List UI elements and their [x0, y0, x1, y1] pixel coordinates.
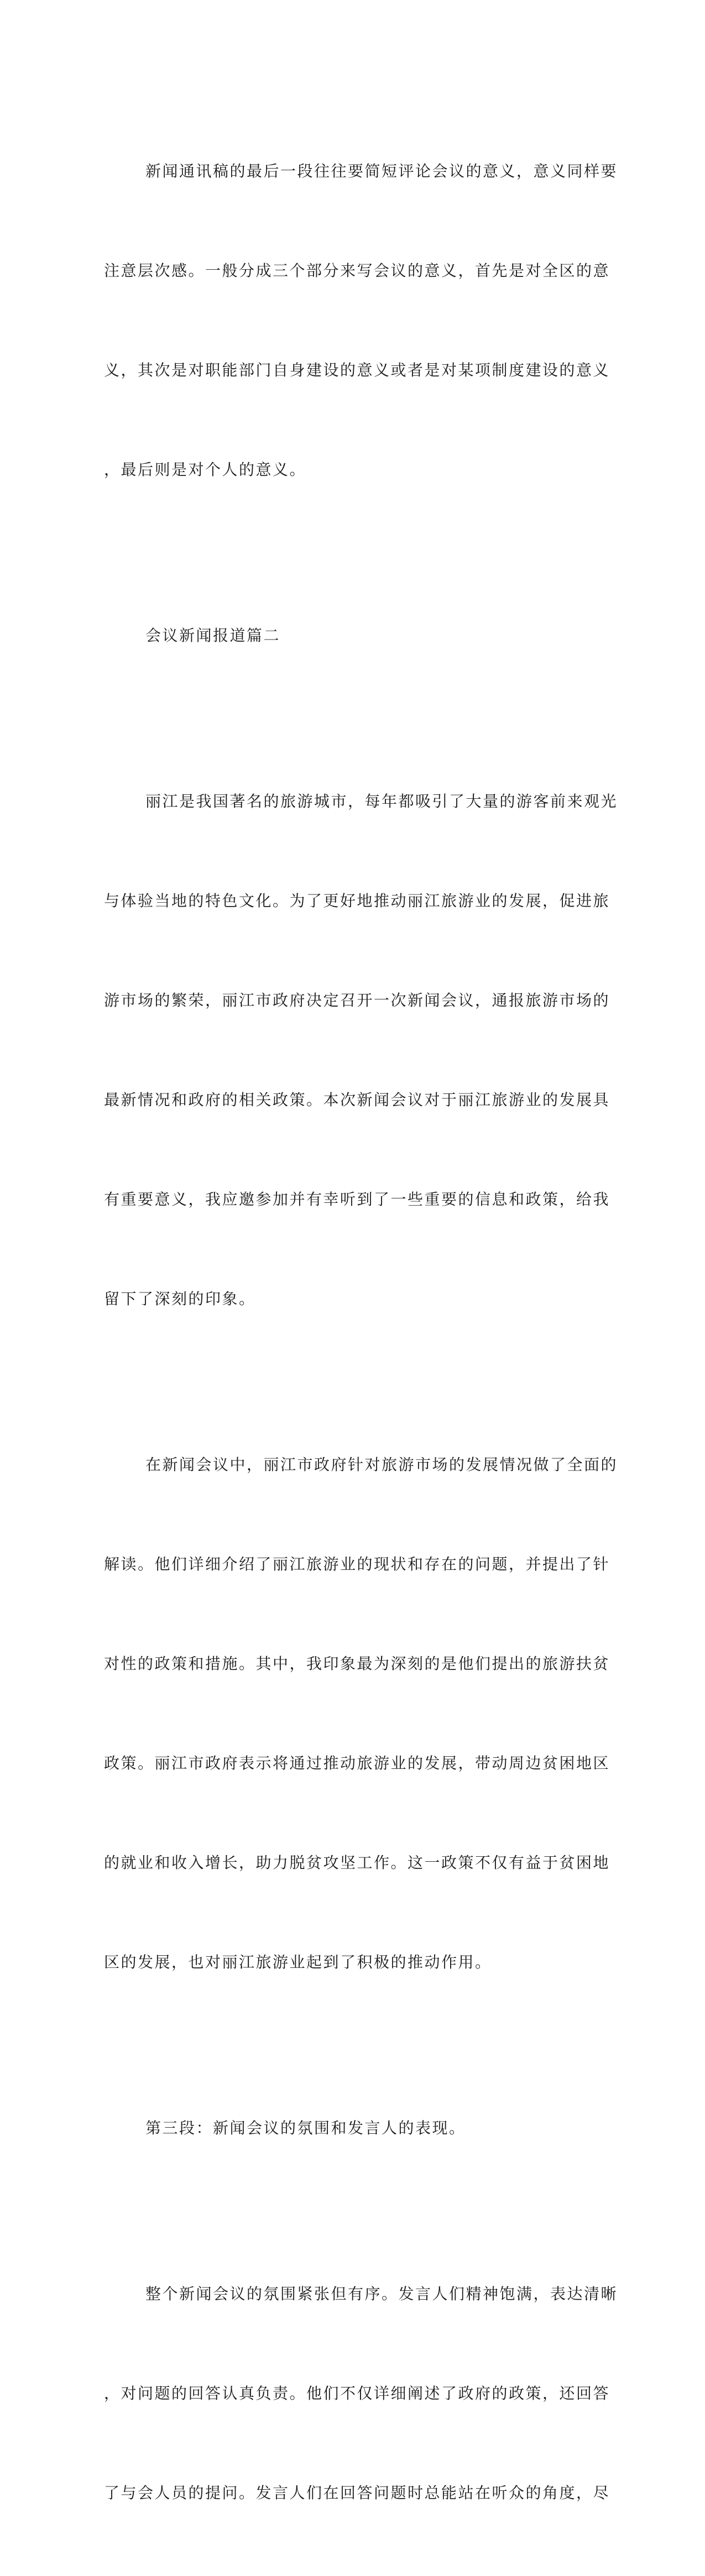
- text-line: 有重要意义，我应邀参加并有幸听到了一些重要的信息和政策，给我: [104, 1190, 610, 1208]
- text-line: ，最后则是对个人的意义。: [104, 460, 307, 479]
- document-body: [104, 88, 618, 2576]
- text-line: 丽江是我国著名的旅游城市，每年都吸引了大量的游客前来观光: [145, 792, 618, 810]
- text-line: 注意层次感。一般分成三个部分来写会议的意义，首先是对全区的意: [104, 261, 610, 280]
- section-heading: [104, 553, 599, 719]
- text-line: 新闻通讯稿的最后一段往往要简短评论会议的意义，意义同样要: [145, 162, 618, 180]
- section-heading-text: 会议新闻报道篇二: [145, 626, 281, 645]
- text-line: 与体验当地的特色文化。为了更好地推动丽江旅游业的发展，促进旅: [104, 892, 610, 910]
- paragraph-policy-interpretation: [104, 1382, 618, 2045]
- text-line: 在新闻会议中，丽江市政府针对旅游市场的发展情况做了全面的: [145, 1455, 618, 1474]
- text-line: 最新情况和政府的相关政策。本次新闻会议对于丽江旅游业的发展具: [104, 1091, 610, 1109]
- paragraph-meeting-significance: [104, 88, 618, 553]
- text-line: 留下了深刻的印象。: [104, 1290, 256, 1308]
- text-line: 对性的政策和措施。其中，我印象最为深刻的是他们提出的旅游扶贫: [104, 1654, 610, 1673]
- text-line: 义，其次是对职能部门自身建设的意义或者是对某项制度建设的意义: [104, 361, 610, 379]
- text-line: 整个新闻会议的氛围紧张但有序。发言人们精神饱满，表达清晰: [145, 2285, 618, 2303]
- text-line: 区的发展，也对丽江旅游业起到了积极的推动作用。: [104, 1953, 492, 1971]
- text-line: 政策。丽江市政府表示将通过推动旅游业的发展，带动周边贫困地区: [104, 1754, 610, 1772]
- subheading-text: 第三段：新闻会议的氛围和发言人的表现。: [145, 2119, 466, 2137]
- text-line: 的就业和收入增长，助力脱贫攻坚工作。这一政策不仅有益于贫困地: [104, 1854, 610, 1872]
- paragraph-lijiang-intro: [104, 719, 618, 1382]
- text-line: 了与会人员的提问。发言人们在回答问题时总能站在听众的角度，尽: [104, 2484, 610, 2502]
- text-line: 解读。他们详细介绍了丽江旅游业的现状和存在的问题，并提出了针: [104, 1555, 610, 1573]
- text-line: ，对问题的回答认真负责。他们不仅详细阐述了政府的政策，还回答: [104, 2384, 610, 2402]
- text-line: 游市场的繁荣，丽江市政府决定召开一次新闻会议，通报旅游市场的: [104, 991, 610, 1009]
- section-subheading: [104, 2045, 599, 2211]
- paragraph-atmosphere: [104, 2211, 618, 2576]
